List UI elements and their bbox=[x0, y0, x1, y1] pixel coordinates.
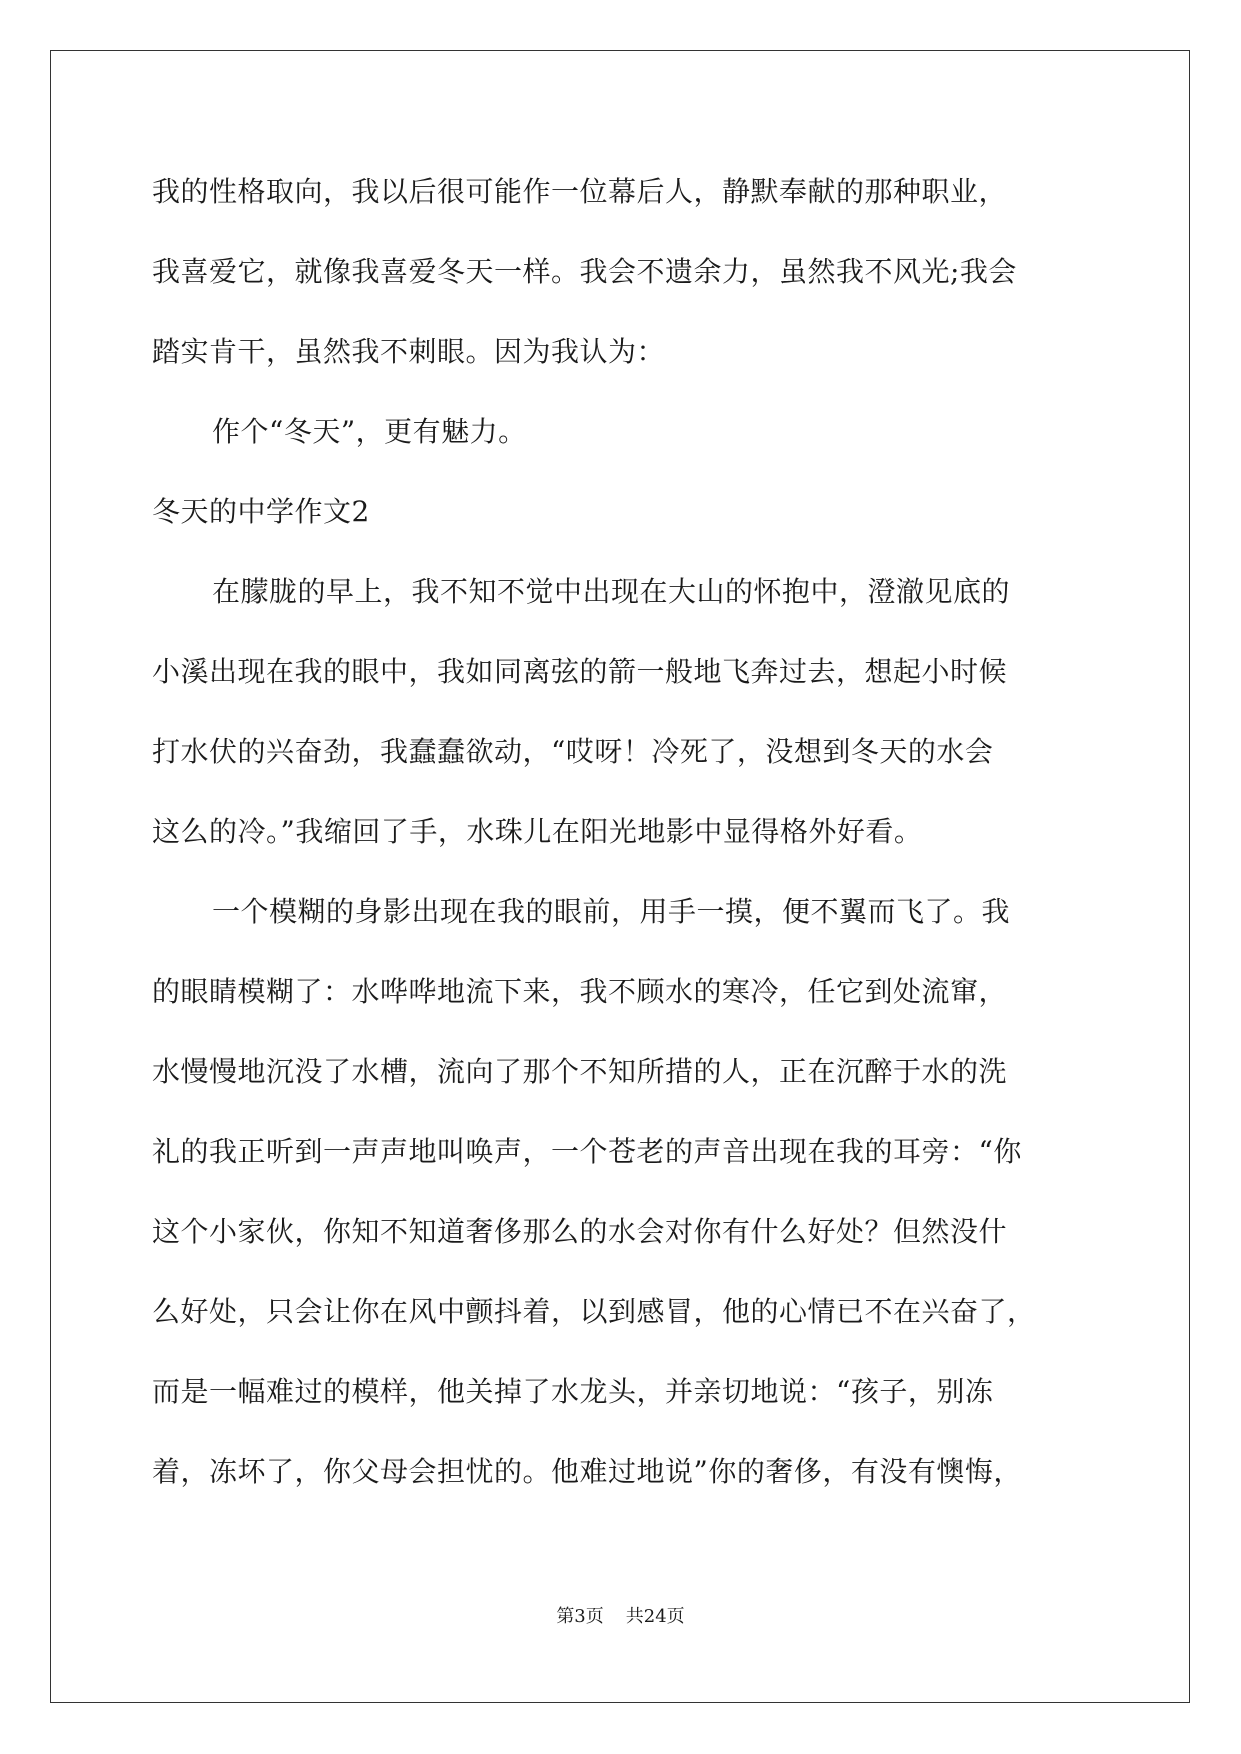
text-line: 着，冻坏了，你父母会担忧的。他难过地说”你的奢侈，有没有懊悔， bbox=[152, 1455, 1022, 1488]
page-number: 第3页 bbox=[556, 1606, 604, 1627]
text-line: 这么的冷。”我缩回了手，水珠儿在阳光地影中显得格外好看。 bbox=[152, 815, 923, 848]
text-line: 么好处，只会让你在风中颤抖着，以到感冒，他的心情已不在兴奋了， bbox=[152, 1295, 1036, 1328]
text-line: 在朦胧的早上，我不知不觉中出现在大山的怀抱中，澄澈见底的 bbox=[212, 575, 1011, 608]
page-total: 共24页 bbox=[625, 1606, 685, 1627]
text-line: 我喜爱它，就像我喜爱冬天一样。我会不遗余力，虽然我不风光;我会 bbox=[152, 255, 1017, 288]
text-line: 水慢慢地沉没了水槽，流向了那个不知所措的人，正在沉醉于水的洗 bbox=[152, 1055, 1008, 1088]
text-line: 而是一幅难过的模样，他关掉了水龙头，并亲切地说：“孩子，别冻 bbox=[152, 1375, 994, 1408]
text-line: 打水伏的兴奋劲，我蠢蠢欲动，“哎呀！冷死了，没想到冬天的水会 bbox=[152, 735, 994, 768]
page-footer bbox=[0, 1605, 1241, 1629]
text-line: 作个“冬天”，更有魅力。 bbox=[212, 415, 527, 448]
text-line: 礼的我正听到一声声地叫唤声，一个苍老的声音出现在我的耳旁：“你 bbox=[152, 1135, 1022, 1168]
text-line: 我的性格取向，我以后很可能作一位幕后人，静默奉献的那种职业， bbox=[152, 175, 1008, 208]
section-heading: 冬天的中学作文2 bbox=[152, 495, 370, 528]
text-line: 的眼睛模糊了：水哗哗地流下来，我不顾水的寒冷，任它到处流窜， bbox=[152, 975, 1008, 1008]
text-line: 一个模糊的身影出现在我的眼前，用手一摸，便不翼而飞了。我 bbox=[212, 895, 1011, 928]
text-line: 这个小家伙，你知不知道奢侈那么的水会对你有什么好处？但然没什 bbox=[152, 1215, 1008, 1248]
text-line: 小溪出现在我的眼中，我如同离弦的箭一般地飞奔过去，想起小时候 bbox=[152, 655, 1008, 688]
text-line: 踏实肯干，虽然我不刺眼。因为我认为： bbox=[152, 335, 666, 368]
